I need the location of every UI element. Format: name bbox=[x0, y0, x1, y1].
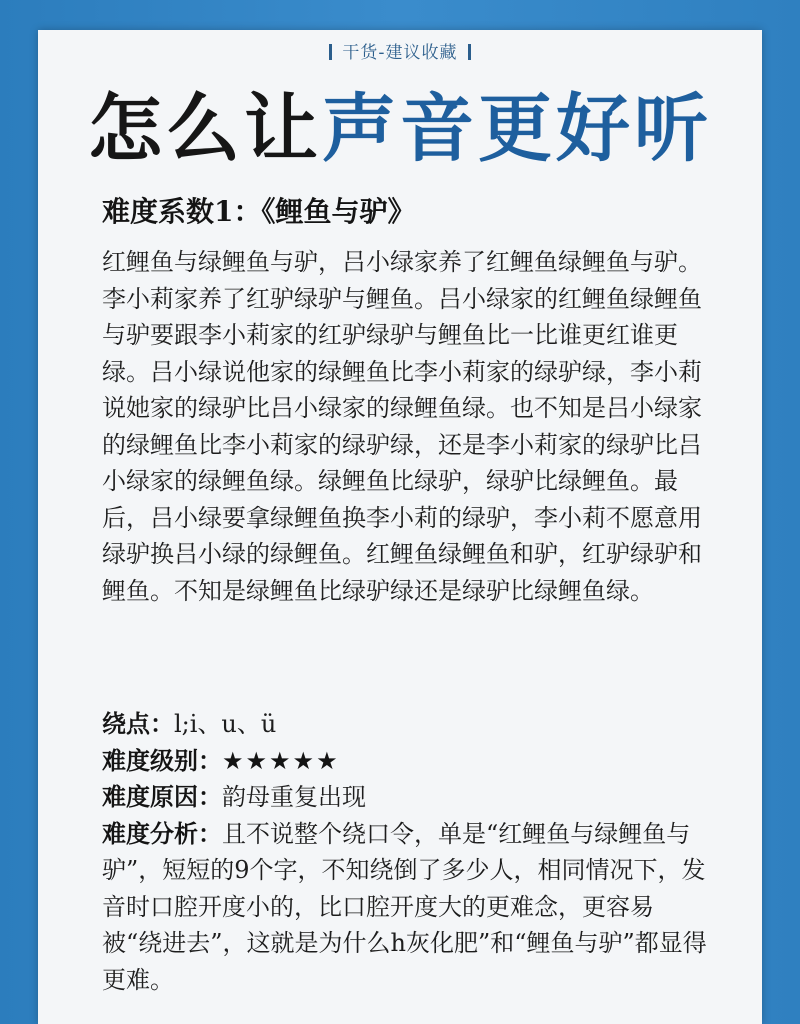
info-row-analysis bbox=[102, 816, 712, 999]
section-title: 难度系数1：《鲤鱼与驴》 bbox=[102, 195, 416, 228]
points-label: 绕点： bbox=[102, 709, 174, 738]
info-row-reason bbox=[102, 779, 712, 816]
document-sheet bbox=[38, 30, 762, 1024]
info-row-points bbox=[102, 706, 712, 743]
tongue-twister-text: 红鲤鱼与绿鲤鱼与驴，吕小绿家养了红鲤鱼绿鲤鱼与驴。李小莉家养了红驴绿驴与鲤鱼。吕小绿家的红鲤鱼绿鲤鱼与驴要跟李小莉家的红驴绿驴与鲤鱼比一比谁更红谁更绿。吕小绿说他家的绿鲤鱼比李小莉家的绿驴绿，李小莉说她家的绿驴比吕小绿家的绿鲤鱼绿。也不知是吕小绿家的绿鲤鱼比李小莉家的绿驴绿，还是李小莉家的绿驴比吕小绿家的绿鲤鱼绿。绿鲤鱼比绿驴，绿驴比绿鲤鱼。最后，吕小绿要拿绿鲤鱼换李小莉的绿驴，李小莉不愿意用绿驴换吕小绿的绿鲤鱼。红鲤鱼绿鲤鱼和驴，红驴绿驴和鲤鱼。不知是绿鲤鱼比绿驴绿还是绿驴比绿鲤鱼绿。 bbox=[102, 248, 702, 605]
title-part-blue: 声音更好听 bbox=[322, 86, 712, 172]
tag-divider-left bbox=[329, 44, 332, 60]
reason-value: 韵母重复出现 bbox=[222, 783, 366, 811]
level-label: 难度级别： bbox=[102, 745, 222, 775]
header-tag bbox=[38, 38, 762, 63]
page-title bbox=[38, 74, 762, 184]
tag-divider-right bbox=[468, 44, 471, 60]
title-part-black: 怎么让 bbox=[88, 86, 322, 172]
analysis-value: 且不说整个绕口令，单是“红鲤鱼与绿鲤鱼与驴”，短短的9个字，不知绕倒了多少人，相同情况下，发音时口腔开度小的，比口腔开度大的更难念，更容易被“绕进去”，这就是为什么h灰化肥”和“鲤鱼与驴”都显得更难。 bbox=[102, 819, 707, 994]
points-value: l;i、u、ü bbox=[174, 710, 277, 738]
analysis-label: 难度分析： bbox=[102, 818, 222, 848]
reason-label: 难度原因： bbox=[102, 782, 222, 811]
info-row-level bbox=[102, 743, 712, 780]
star-rating: ★★★★★ bbox=[222, 746, 340, 775]
info-block bbox=[102, 706, 712, 998]
tag-text: 干货-建议收藏 bbox=[342, 43, 458, 63]
